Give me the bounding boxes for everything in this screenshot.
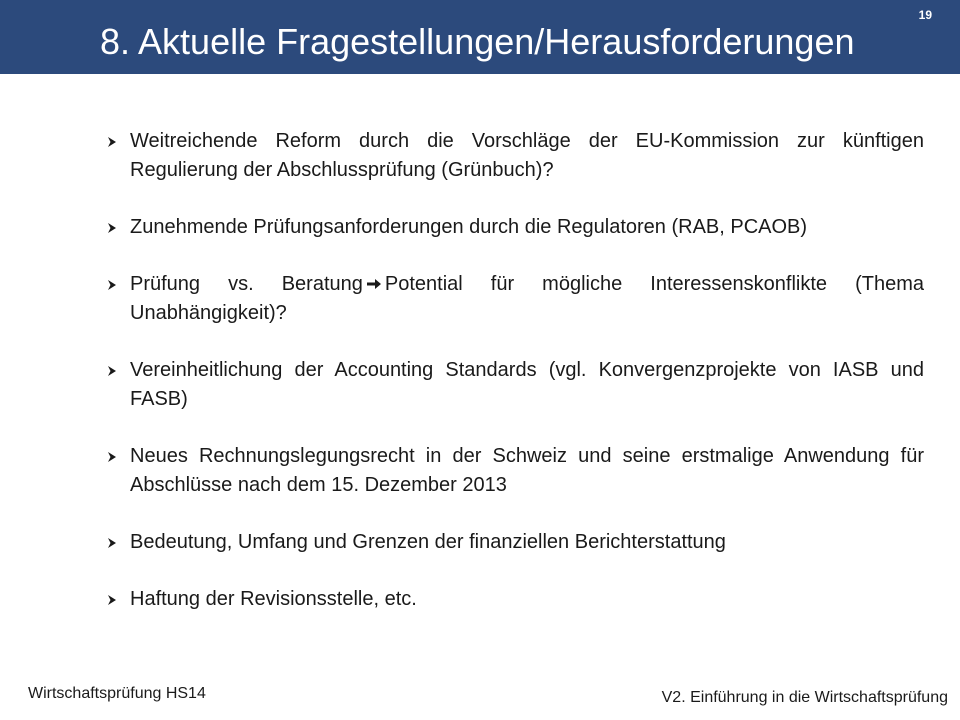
bullet-item — [104, 270, 924, 328]
bullet-item — [104, 213, 924, 242]
bullet-item — [104, 127, 924, 185]
footer-course-name: Wirtschaftsprüfung HS14 — [28, 685, 206, 702]
bullet-text-after-arrow: Potential für mögliche Interessenskonflikte (Thema Unabhängigkeit)? — [130, 273, 924, 324]
title-bar — [0, 0, 960, 74]
bullet-text: Zunehmende Prüfungsanforderungen durch die Regulatoren (RAB, PCAOB) — [130, 216, 808, 238]
bullet-text: Bedeutung, Umfang und Grenzen der finanziellen Berichterstattung — [130, 531, 726, 553]
bullet-text: Vereinheitlichung der Accounting Standards (vgl. Konvergenzprojekte von IASB und FASB) — [130, 359, 924, 410]
arrowhead-bullet-icon — [107, 452, 117, 462]
arrowhead-bullet-icon — [107, 280, 117, 290]
bullet-text-before-arrow: Prüfung vs. Beratung — [130, 273, 363, 295]
arrowhead-bullet-icon — [107, 366, 117, 376]
slide-title: 8. Aktuelle Fragestellungen/Herausforderungen — [100, 21, 855, 62]
bullet-item — [104, 585, 924, 614]
arrowhead-bullet-icon — [107, 223, 117, 233]
page-number: 19 — [918, 8, 932, 22]
arrowhead-bullet-icon — [107, 137, 117, 147]
bullet-list — [104, 127, 924, 614]
bullet-item — [104, 442, 924, 500]
arrowhead-bullet-icon — [107, 595, 117, 605]
right-arrow-icon — [367, 278, 381, 290]
bullet-item — [104, 528, 924, 557]
bullet-text: Haftung der Revisionsstelle, etc. — [130, 588, 417, 610]
bullet-text: Weitreichende Reform durch die Vorschläge der EU-Kommission zur künftigen Regulierung der Abschlussprüfung (Grünbuch)? — [130, 130, 924, 181]
arrowhead-bullet-icon — [107, 538, 117, 548]
footer-lecture-name: V2. Einführung in die Wirtschaftsprüfung — [661, 689, 948, 706]
bullet-item — [104, 356, 924, 414]
bullet-text: Neues Rechnungslegungsrecht in der Schweiz und seine erstmalige Anwendung für Abschlüsse nach dem 15. Dezember 2013 — [130, 445, 924, 496]
